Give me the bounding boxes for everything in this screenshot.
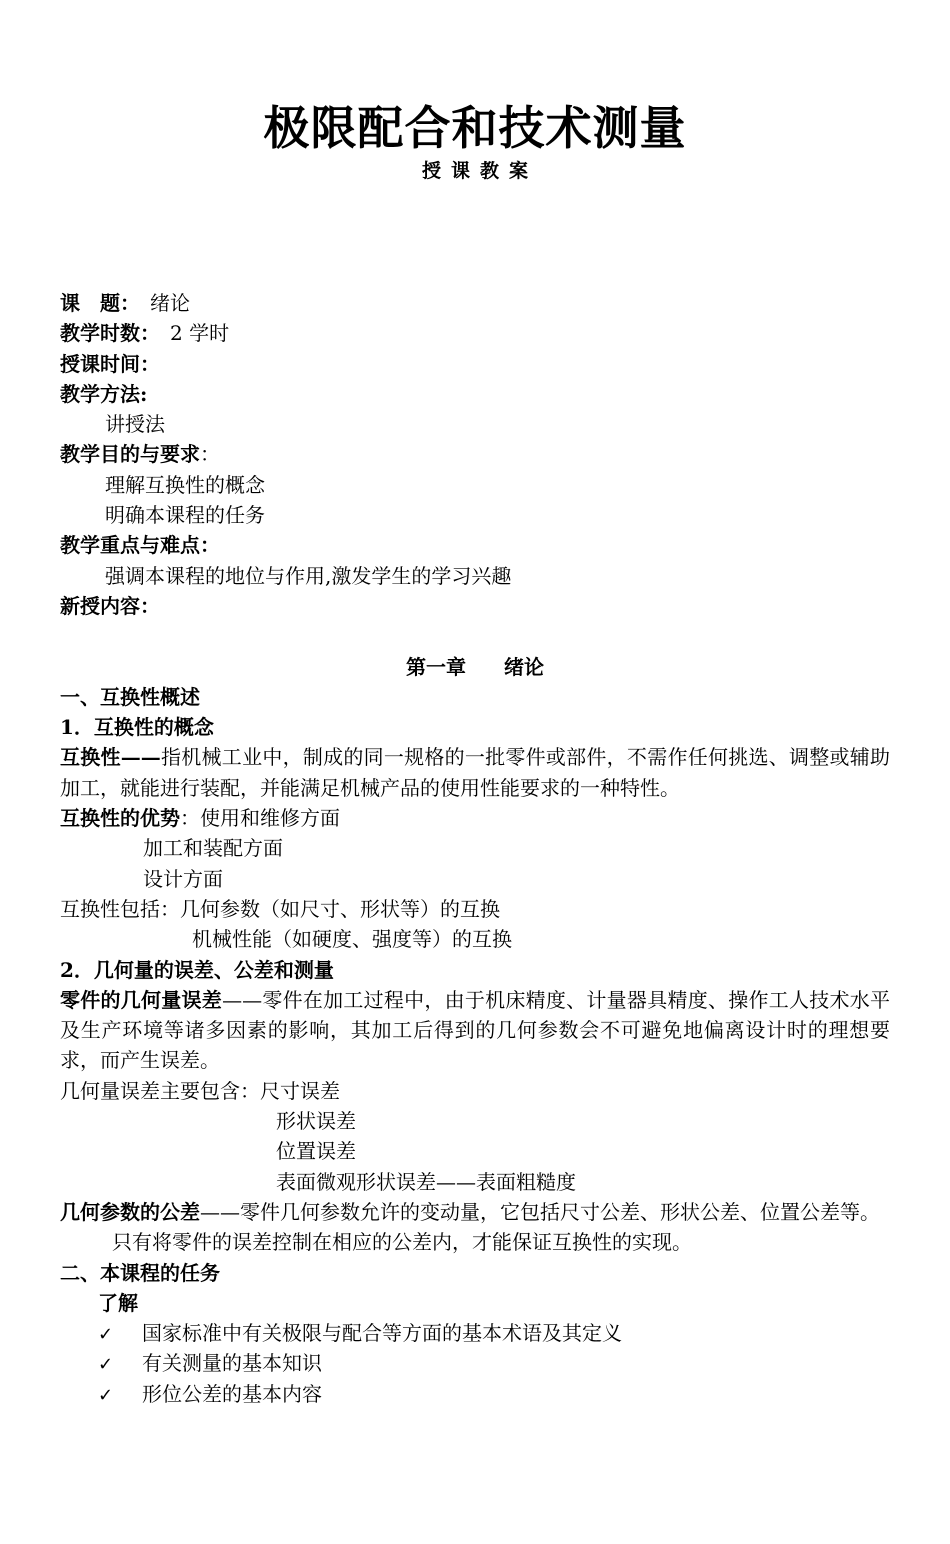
task-item-text: 国家标准中有关极限与配合等方面的基本术语及其定义: [142, 1321, 622, 1346]
error-type-item: 表面微观形状误差——表面粗糙度: [276, 1169, 576, 1194]
advantages-row: [60, 803, 890, 833]
chapter-number: 第一章: [406, 654, 466, 679]
error-types-label: 几何量误差主要包含：: [60, 1078, 260, 1103]
task-list-item: [60, 1318, 890, 1348]
error-term: 零件的几何量误差: [60, 987, 223, 1012]
topic-value: 绪论: [150, 291, 190, 315]
method-row: [60, 379, 890, 409]
goals-row: [60, 439, 890, 469]
tolerance-term: 几何参数的公差: [60, 1199, 200, 1224]
topic-label: 课 题：: [60, 291, 140, 315]
advantage-item: 设计方面: [143, 866, 223, 891]
tolerance-text: ——零件几何参数允许的变动量，它包括尺寸公差、形状公差、位置公差等。: [200, 1199, 880, 1224]
includes-item: 几何参数（如尺寸、形状等）的互换: [180, 896, 500, 921]
method-value: 讲授法: [105, 412, 165, 437]
conclusion-text: 只有将零件的误差控制在相应的公差内，才能保证互换性的实现。: [112, 1230, 692, 1255]
includes-item: 机械性能（如硬度、强度等）的互换: [192, 927, 512, 952]
error-type-item: 位置误差: [276, 1139, 356, 1164]
lesson-plan-body: [60, 288, 890, 1409]
task-list-item: [60, 1348, 890, 1378]
checkmark-icon: ✓: [98, 1354, 114, 1376]
task-list-item: [60, 1379, 890, 1409]
subsection1-heading: 1．互换性的概念: [60, 715, 214, 740]
includes-row: [60, 894, 890, 924]
geometric-error-definition: [60, 985, 890, 1076]
section1-heading: 一、互换性概述: [60, 684, 200, 709]
subsection2-heading: 2．几何量的误差、公差和测量: [60, 957, 334, 982]
goal-item: 明确本课程的任务: [105, 503, 265, 528]
checkmark-icon: ✓: [98, 1324, 114, 1346]
error-types-row: [60, 1076, 890, 1106]
task-item-text: 有关测量的基本知识: [142, 1351, 322, 1376]
chapter-name: 绪论: [504, 654, 544, 679]
error-text: ——零件在加工过程中，由于机床精度、计量器具精度、操作工人技术水平及生产环境等诸多因素的影响，其加工后得到的几何参数会不可避免地偏离设计时的理想要求，而产生误差。: [60, 987, 891, 1073]
definition-text: 指机械工业中，制成的同一规格的一批零件或部件，不需作任何挑选、调整或辅助加工，就能进行装配，并能满足机械产品的使用性能要求的一种特性。: [60, 745, 891, 800]
method-label: 教学方法:: [60, 381, 148, 406]
checkmark-icon: ✓: [98, 1384, 114, 1406]
interchangeability-definition: [60, 742, 890, 803]
hours-row: [60, 318, 890, 348]
error-type-item: 尺寸误差: [260, 1078, 340, 1103]
goals-label: 教学目的与要求: [60, 442, 200, 467]
definition-term: 互换性——: [60, 745, 161, 770]
focus-value: 强调本课程的地位与作用,激发学生的学习兴趣: [105, 563, 512, 588]
focus-label: 教学重点与难点：: [60, 533, 220, 558]
section2-heading: 二、本课程的任务: [60, 1260, 220, 1285]
hours-value: 2 学时: [170, 321, 230, 346]
focus-row: [60, 530, 890, 560]
goal-item: 理解互换性的概念: [105, 472, 265, 497]
advantage-item: 加工和装配方面: [143, 836, 283, 861]
advantage-item: ：使用和维修方面: [180, 806, 340, 831]
hours-label: 教学时数：: [60, 321, 160, 346]
chapter-heading: [60, 652, 890, 682]
goals-colon: ：: [200, 442, 220, 467]
advantages-label: 互换性的优势: [60, 806, 180, 831]
page-title: 极限配合和技术测量: [263, 101, 687, 155]
page-subtitle: 授课教案: [421, 160, 538, 182]
task-item-text: 形位公差的基本内容: [142, 1381, 322, 1406]
topic-row: [60, 288, 890, 318]
tolerance-definition: [60, 1197, 890, 1227]
new-content-row: [60, 591, 890, 621]
new-content-label: 新授内容：: [60, 593, 160, 618]
time-row: [60, 349, 890, 379]
time-label: 授课时间：: [60, 351, 160, 376]
error-type-item: 形状误差: [276, 1109, 356, 1134]
understand-label: 了解: [98, 1290, 138, 1315]
includes-label: 互换性包括：: [60, 896, 180, 921]
